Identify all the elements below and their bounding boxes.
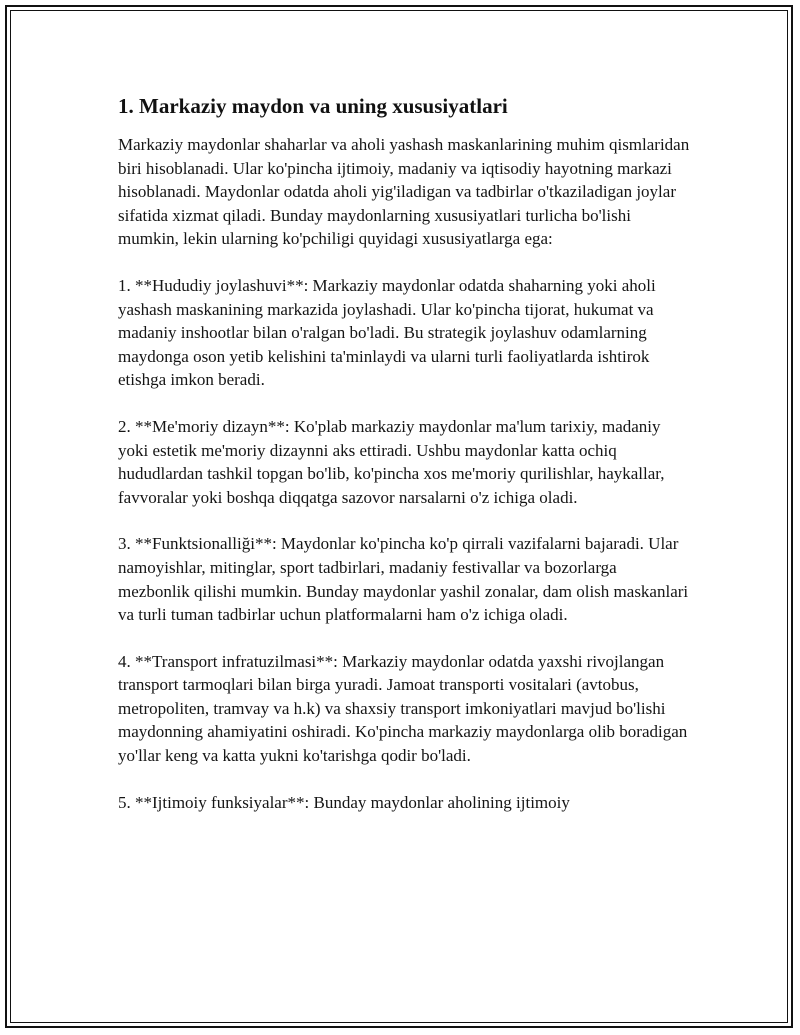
document-body xyxy=(118,91,692,837)
item-hududiy-joylashuvi: 1. **Hududiy joylashuvi**: Markaziy maydonlar odatda shaharning yoki aholi yashash maskanining markazida joylashadi. Ular ko'pincha tijorat, hukumat va madaniy inshootlar bilan o'ralgan bo'ladi. Bu strategik joylashuv odamlarning maydonga oson yetib kelishini ta'minlaydi va ularni turli faoliyatlarda ishtirok etishga imkon beradi. xyxy=(118,275,656,390)
item-ijtimoiy-funksiyalar: 5. **Ijtimoiy funksiyalar**: Bunday maydonlar aholining ijtimoiy xyxy=(118,792,570,812)
intro-paragraph: Markaziy maydonlar shaharlar va aholi yashash maskanlarining muhim qismlaridan biri hisoblanadi. Ular ko'pincha ijtimoiy, madaniy va iqtisodiy hayotning markazi hisoblanadi. Maydonlar odatda aholi yig'iladigan va tadbirlar o'tkaziladigan joylar sifatida xizmat qiladi. Bunday maydonlarning xususiyatlari turlicha bo'lishi mumkin, lekin ularning ko'pchiligi quyidagi xususiyatlarga ega: xyxy=(118,135,690,249)
item-memoriy-dizayn: 2. **Me'moriy dizayn**: Ko'plab markaziy maydonlar ma'lum tarixiy, madaniy yoki estetik me'moriy dizaynni aks ettiradi. Ushbu maydonlar katta ochiq hududlardan tashkil topgan bo'lib, ko'pincha xos me'moriy qurilishlar, haykallar, favvoralar yoki boshqa diqqatga sazovor narsalarni o'z ichiga oladi. xyxy=(118,416,665,507)
section-heading: 1. Markaziy maydon va uning xususiyatlari xyxy=(118,94,508,118)
item-funktsionalligi: 3. **Funktsionalliği**: Maydonlar ko'pincha ko'p qirrali vazifalarni bajaradi. Ular namoyishlar, mitinglar, sport tadbirlari, madaniy festivallar va bozorlarga mezbonlik qilishi mumkin. Bunday maydonlar yashil zonalar, dam olish maskanlari va turli tuman tadbirlar uchun platformalarni ham o'z ichiga oladi. xyxy=(118,534,689,625)
item-transport-infratuzilmasi: 4. **Transport infratuzilmasi**: Markaziy maydonlar odatda yaxshi rivojlangan transport tarmoqlari bilan birga yuradi. Jamoat transporti vositalari (avtobus, metropoliten, tramvay va h.k) va shaxsiy transport imkoniyatlari mavjud bo'lishi maydonning ahamiyatini oshiradi. Ko'pincha markaziy maydonlarga olib boradigan yo'llar keng va katta yukni ko'tarishga qodir bo'ladi. xyxy=(118,651,688,766)
